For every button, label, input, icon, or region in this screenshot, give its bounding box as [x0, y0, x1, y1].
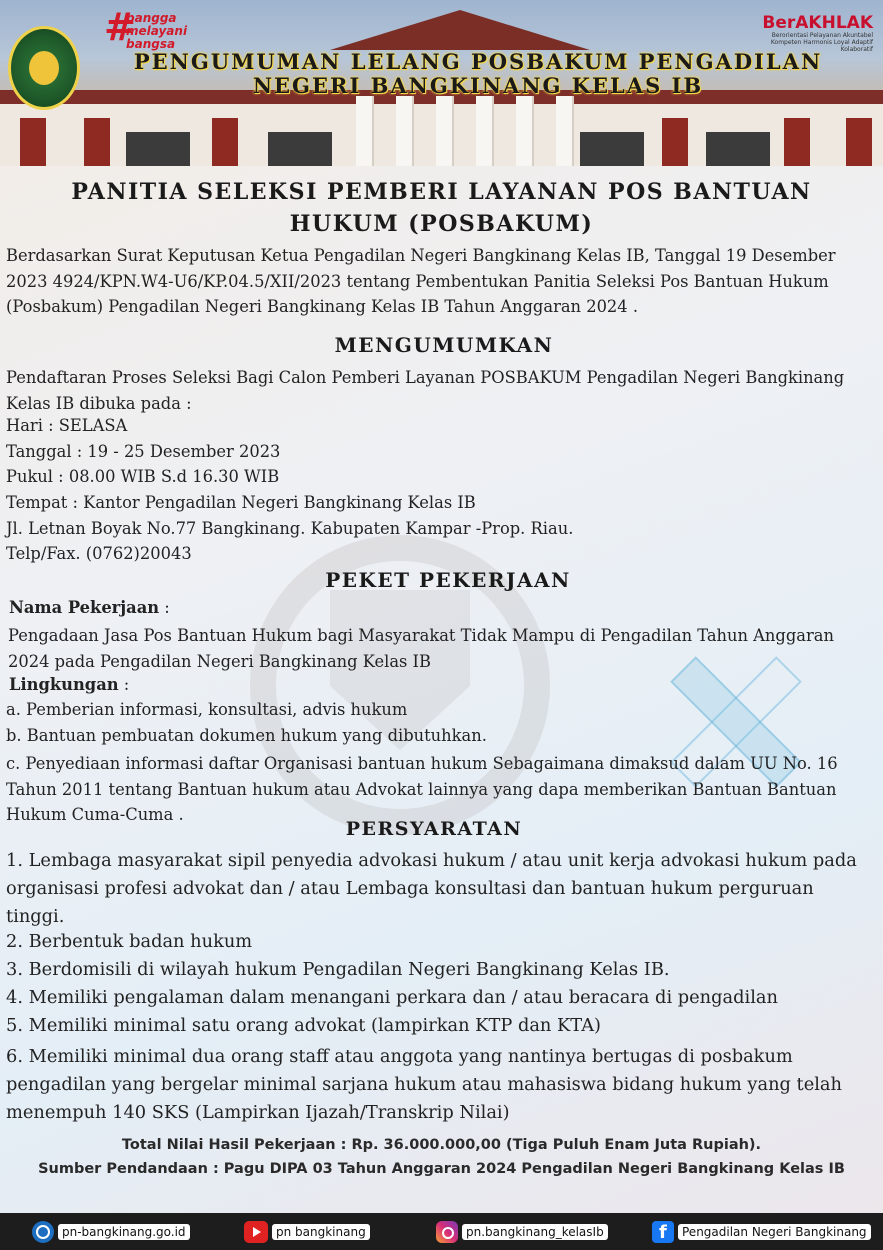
scope-item-a: a. Pemberian informasi, konsultasi, advis hukum — [6, 700, 408, 719]
header-banner — [0, 0, 883, 166]
youtube-link[interactable] — [244, 1220, 370, 1244]
youtube-label: pn bangkinang — [272, 1224, 370, 1240]
building-column — [396, 96, 412, 166]
building-pillar — [784, 118, 810, 166]
bangga-text: bangga — [126, 11, 177, 25]
instagram-icon — [436, 1221, 458, 1243]
building-pillar — [20, 118, 46, 166]
total-value: Total Nilai Hasil Pekerjaan : Rp. 36.000.000,00 (Tiga Puluh Enam Juta Rupiah). — [121, 1137, 762, 1153]
hash-icon: # — [104, 5, 136, 49]
requirements-title: PERSYARATAN — [345, 818, 523, 840]
requirement-5: 5. Memiliki minimal satu orang advokat (lampirkan KTP dan KTA) — [6, 1015, 601, 1036]
building-pillar — [846, 118, 872, 166]
announce-place: Tempat : Kantor Pengadilan Negeri Bangkinang Kelas IB — [6, 493, 476, 512]
announce-address: Jl. Letnan Boyak No.77 Bangkinang. Kabupaten Kampar -Prop. Riau. — [6, 519, 574, 538]
scope-row: Lingkungan : — [9, 675, 130, 694]
building-window — [126, 132, 190, 166]
building-window — [580, 132, 644, 166]
building-roof — [330, 10, 590, 50]
building-column — [436, 96, 452, 166]
building-window — [268, 132, 332, 166]
main-heading: PANITIA SELEKSI PEMBERI LAYANAN POS BANTUAN HUKUM (POSBAKUM) — [71, 179, 812, 237]
footer-bar — [0, 1213, 883, 1250]
announce-title: MENGUMUMKAN — [334, 333, 554, 357]
facebook-label: Pengadilan Negeri Bangkinang — [678, 1224, 871, 1240]
building-window — [706, 132, 770, 166]
building-column — [476, 96, 492, 166]
facebook-icon — [652, 1221, 674, 1243]
scope-label: Lingkungan — [9, 675, 119, 694]
instagram-link[interactable] — [436, 1220, 608, 1244]
berakhlak-logo — [753, 14, 873, 53]
requirement-3: 3. Berdomisili di wilayah hukum Pengadilan Negeri Bangkinang Kelas IB. — [6, 959, 670, 980]
job-name-value: Pengadaan Jasa Pos Bantuan Hukum bagi Masyarakat Tidak Mampu di Pengadilan Tahun Anggaran 2024 pada Pengadilan Negeri Bangkinang Kelas IB — [8, 626, 834, 671]
announce-time: Pukul : 08.00 WIB S.d 16.30 WIB — [6, 467, 280, 486]
website-label: pn-bangkinang.go.id — [58, 1224, 190, 1240]
announce-date: Tanggal : 19 - 25 Desember 2023 — [6, 442, 281, 461]
banner-title: PENGUMUMAN LELANG POSBAKUM PENGADILAN NEGERI BANGKINANG KELAS IB — [133, 49, 823, 98]
requirement-1: 1. Lembaga masyarakat sipil penyedia advokasi hukum / atau unit kerja advokasi hukum pada organisasi profesi advokat dan / atau Lembaga konsultasi dan bantuan hukum perguruan tinggi. — [6, 850, 857, 927]
berakhlak-subtitle: Berorientasi Pelayanan Akuntabel Kompeten Harmonis Loyal Adaptif Kolaboratif — [770, 32, 873, 53]
intro-paragraph: Berdasarkan Surat Keputusan Ketua Pengadilan Negeri Bangkinang Kelas IB, Tanggal 19 Desember 2023 4924/KPN.W4-U6/KP.04.5/XII/2023 tentang Pembentukan Panitia Seleksi Pos Bantuan Hukum (Posbakum) Pengadilan Negeri Bangkinang Kelas IB Tahun Anggaran 2024 . — [6, 246, 836, 317]
bangsa-text: bangsa — [126, 37, 176, 51]
instagram-label: pn.bangkinang_kelasIb — [462, 1224, 608, 1240]
youtube-icon — [244, 1221, 268, 1243]
requirement-6: 6. Memiliki minimal dua orang staff atau anggota yang nantinya bertugas di posbakum pengadilan yang bergelar minimal sarjana hukum atau mahasiswa bidang hukum yang telah menempuh 140 SKS (Lampirkan Ijazah/Transkrip Nilai) — [6, 1046, 842, 1123]
scope-item-b: b. Bantuan pembuatan dokumen hukum yang dibutuhkan. — [6, 726, 487, 745]
building-pillar — [84, 118, 110, 166]
building-column — [516, 96, 532, 166]
requirement-2: 2. Berbentuk badan hukum — [6, 931, 253, 952]
globe-icon — [32, 1221, 54, 1243]
package-title: PEKET PEKERJAAN — [325, 568, 571, 592]
building-pillar — [662, 118, 688, 166]
job-name-row: Nama Pekerjaan : — [9, 598, 170, 617]
melayani-text: melayani — [126, 24, 188, 38]
building-pillar — [212, 118, 238, 166]
bangga-melayani-logo — [104, 5, 204, 51]
requirement-4: 4. Memiliki pengalaman dalam menangani perkara dan / atau beracara di pengadilan — [6, 987, 778, 1008]
berakhlak-text: BerAKHLAK — [762, 13, 873, 33]
building-column — [356, 96, 372, 166]
building-column — [556, 96, 572, 166]
job-name-label: Nama Pekerjaan — [9, 598, 160, 617]
court-emblem-icon — [29, 51, 59, 85]
website-link[interactable] — [32, 1220, 190, 1244]
court-logo — [8, 26, 80, 110]
scope-item-c: c. Penyediaan informasi daftar Organisasi bantuan hukum Sebagaimana dimaksud dalam UU No. 16 Tahun 2011 tentang Bantuan hukum atau Advokat lainnya yang dapa memberikan Bantuan Bantuan Hukum Cuma-Cuma . — [6, 754, 838, 824]
announce-day: Hari : SELASA — [6, 416, 128, 435]
funding-source: Sumber Pendandaan : Pagu DIPA 03 Tahun Anggaran 2024 Pengadilan Negeri Bangkinang Kelas IB — [38, 1161, 845, 1177]
facebook-link[interactable] — [652, 1220, 871, 1244]
announce-text: Pendaftaran Proses Seleksi Bagi Calon Pemberi Layanan POSBAKUM Pengadilan Negeri Bangkinang Kelas IB dibuka pada : — [6, 368, 845, 413]
announce-phone: Telp/Fax. (0762)20043 — [6, 544, 192, 563]
